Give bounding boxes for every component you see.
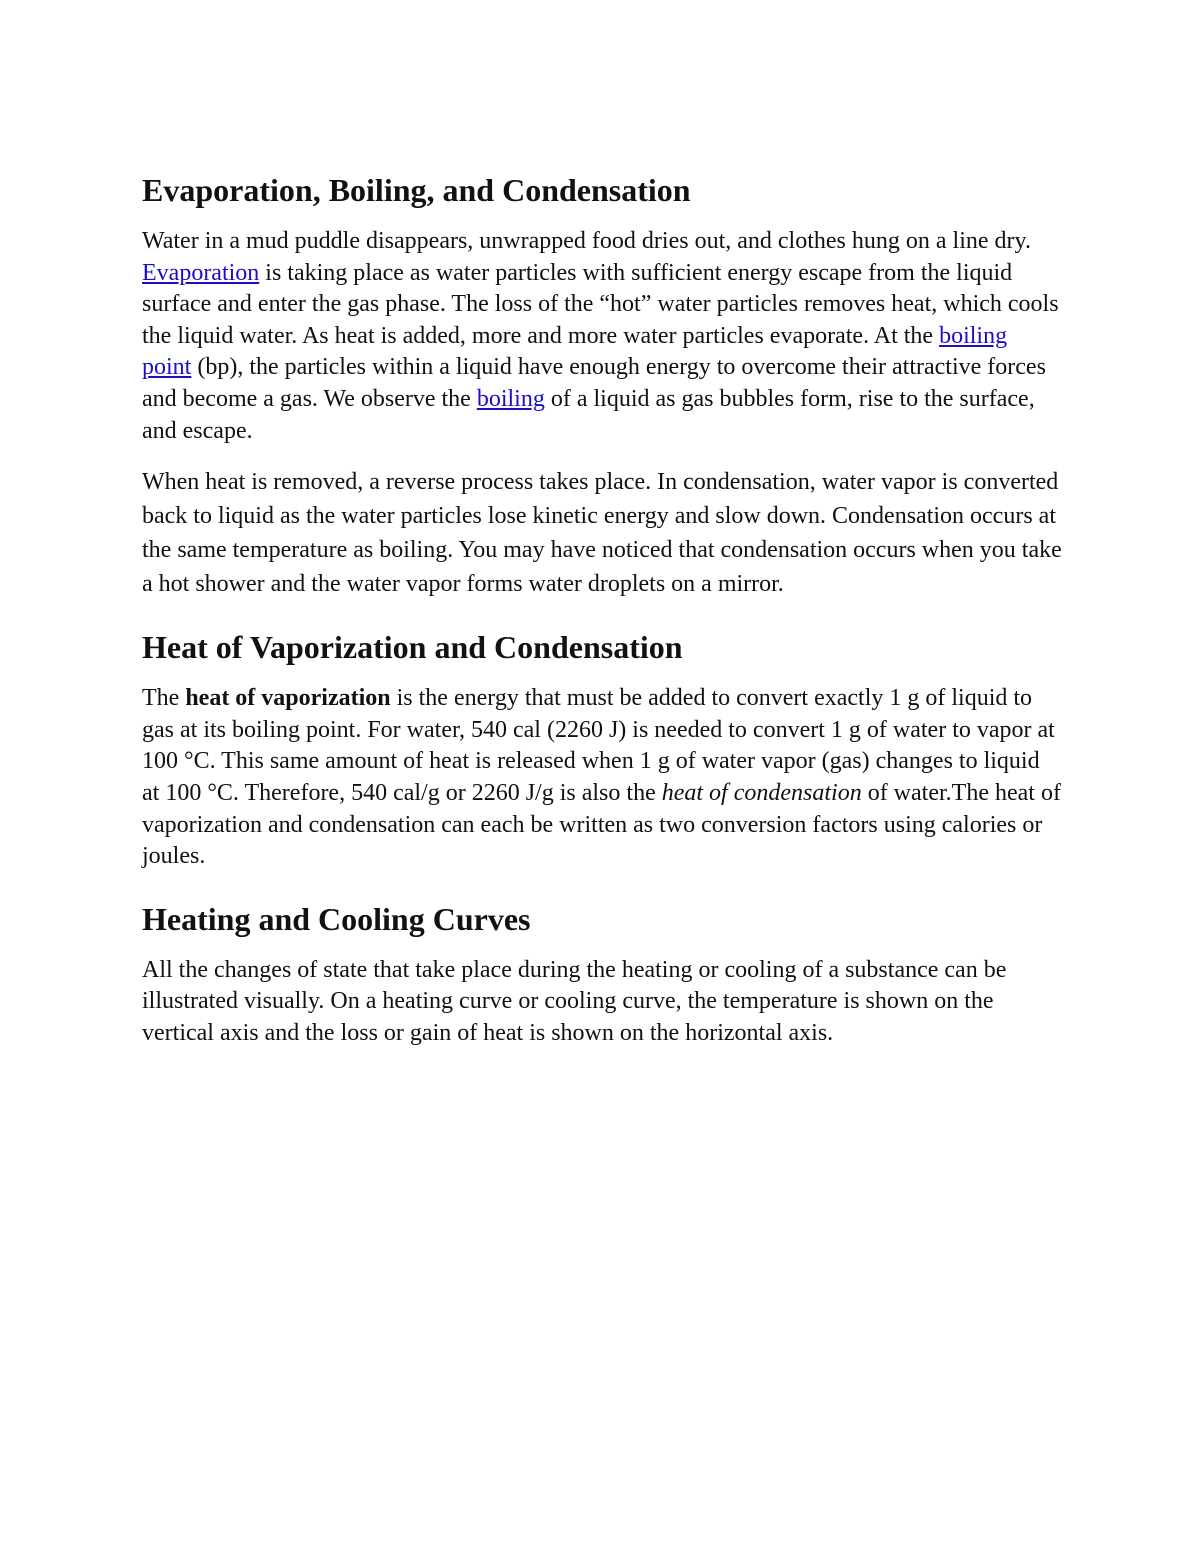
heat-of-vaporization-paragraph <box>142 683 1062 873</box>
section-heading-evaporation: Evaporation, Boiling, and Condensation <box>142 172 691 208</box>
boiling-point-link[interactable]: boiling point <box>142 322 1008 381</box>
italic-term: heat of condensation <box>661 779 862 806</box>
paragraph-text: is taking place as water particles with sufficient energy escape from the liquid surface and enter the gas phase. The loss of the “hot” water particles removes heat, which cools the liquid water. As heat is added, more and more water particles evaporate. At the <box>142 259 1059 349</box>
bold-term: heat of vaporization <box>185 685 391 712</box>
condensation-paragraph: When heat is removed, a reverse process takes place. In condensation, water vapor is converted back to liquid as the water particles lose kinetic energy and slow down. Condensation occurs at the same temperature as boiling. You may have noticed that condensation occurs when you take a hot shower and the water vapor forms water droplets on a mirror. <box>142 469 1062 598</box>
heating-cooling-paragraph: All the changes of state that take place during the heating or cooling of a substance can be illustrated visually. On a heating curve or cooling curve, the temperature is shown on the vertical axis and the loss or gain of heat is shown on the horizontal axis. <box>142 956 1007 1046</box>
evaporation-link[interactable]: Evaporation <box>142 259 260 286</box>
paragraph-text: of water.The heat of vaporization and condensation can each be written as two conversion factors using calories or joules. <box>142 779 1061 870</box>
paragraph-text: is the energy that must be added to convert exactly 1 g of liquid to gas at its boiling point. For water, 540 cal (2260 J) is needed to convert 1 g of water to vapor at 100 °C. This same amount of heat is released when 1 g of water vapor (gas) changes to liquid at 100 °C. Therefore, 540 cal/g or 2260 J/g is also the <box>142 685 1055 806</box>
section-heading-heating-cooling-curves: Heating and Cooling Curves <box>142 900 531 937</box>
paragraph-text: The <box>142 685 186 712</box>
boiling-link[interactable]: boiling <box>476 385 545 412</box>
paragraph-text: of a liquid as gas bubbles form, rise to the surface, and escape. <box>142 385 1035 444</box>
section-heading-heat-of-vaporization: Heat of Vaporization and Condensation <box>142 629 683 666</box>
evaporation-paragraph <box>142 226 1062 447</box>
document-page <box>142 166 1062 1068</box>
paragraph-text: (bp), the particles within a liquid have enough energy to overcome their attractive forces and become a gas. We observe the <box>142 354 1046 412</box>
paragraph-text: Water in a mud puddle disappears, unwrapped food dries out, and clothes hung on a line dry. <box>142 228 1031 254</box>
